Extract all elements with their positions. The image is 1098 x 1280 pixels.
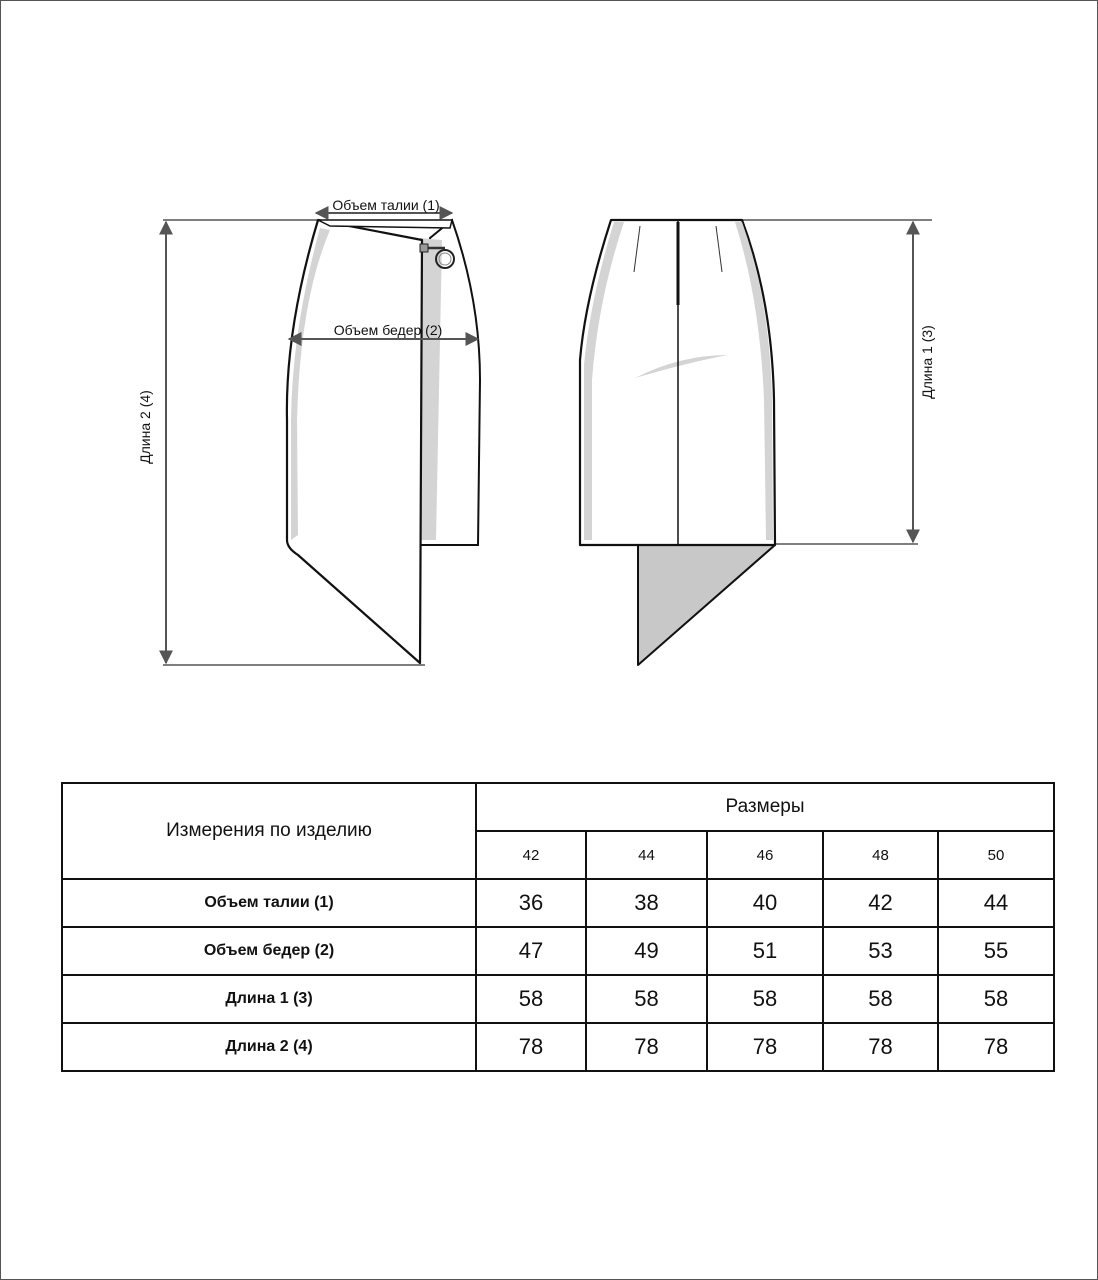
value-cell: 51 <box>707 927 823 975</box>
value-cell: 40 <box>707 879 823 927</box>
value-cell: 58 <box>938 975 1054 1023</box>
value-cell: 78 <box>938 1023 1054 1071</box>
value-cell: 42 <box>823 879 938 927</box>
waist-label: Объем талии (1) <box>332 197 440 213</box>
table-row <box>62 879 1054 927</box>
value-cell: 55 <box>938 927 1054 975</box>
length2-label: Длина 2 (4) <box>137 390 153 464</box>
size-cell: 46 <box>707 831 823 879</box>
value-cell: 44 <box>938 879 1054 927</box>
value-cell: 78 <box>823 1023 938 1071</box>
size-cell: 44 <box>586 831 707 879</box>
row-label: Объем талии (1) <box>62 879 476 927</box>
value-cell: 78 <box>476 1023 586 1071</box>
row-label: Объем бедер (2) <box>62 927 476 975</box>
front-view-skirt <box>163 213 480 665</box>
hips-label: Объем бедер (2) <box>333 322 443 338</box>
size-cell: 48 <box>823 831 938 879</box>
value-cell: 47 <box>476 927 586 975</box>
value-cell: 58 <box>476 975 586 1023</box>
table-row <box>62 1023 1054 1071</box>
value-cell: 78 <box>707 1023 823 1071</box>
value-cell: 36 <box>476 879 586 927</box>
row-label: Длина 1 (3) <box>62 975 476 1023</box>
size-cell: 50 <box>938 831 1054 879</box>
length1-label: Длина 1 (3) <box>919 325 935 399</box>
table-row <box>62 975 1054 1023</box>
table-title: Измерения по изделию <box>62 783 476 879</box>
size-cell: 42 <box>476 831 586 879</box>
back-view-skirt <box>580 220 932 665</box>
measurements-table <box>61 782 1055 1072</box>
value-cell: 58 <box>823 975 938 1023</box>
sizes-header: Размеры <box>476 783 1054 831</box>
value-cell: 78 <box>586 1023 707 1071</box>
value-cell: 49 <box>586 927 707 975</box>
row-label: Длина 2 (4) <box>62 1023 476 1071</box>
value-cell: 58 <box>586 975 707 1023</box>
value-cell: 38 <box>586 879 707 927</box>
table-row <box>62 927 1054 975</box>
value-cell: 58 <box>707 975 823 1023</box>
value-cell: 53 <box>823 927 938 975</box>
table-header-row <box>62 783 1054 831</box>
